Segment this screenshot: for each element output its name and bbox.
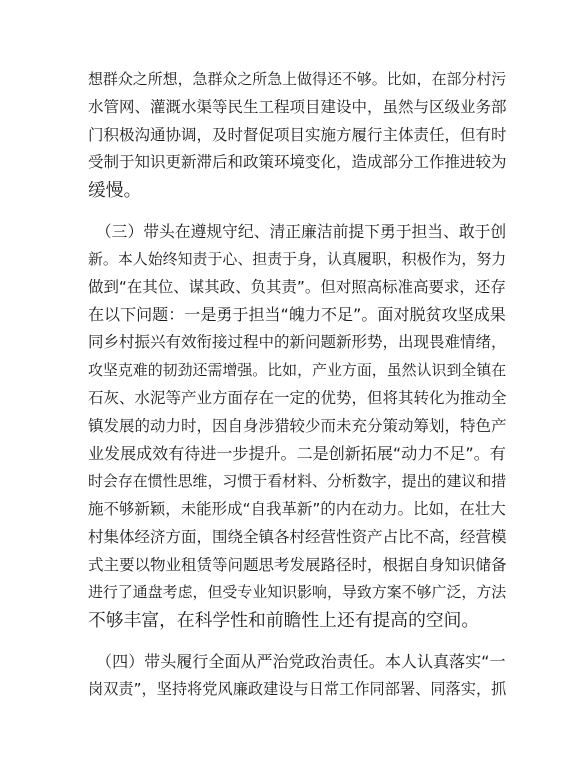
- paragraph-1: [88, 66, 506, 205]
- text-line: 业发展成效有待进一步提升。二是创新拓展“动力不足”。有: [88, 444, 506, 464]
- text-line: 进行了通盘考虑，但受专业知识影响，导致方案不够广泛，方法: [88, 583, 507, 602]
- text-line: 门积极沟通协调，及时督促项目实施方履行主体责任，但有时: [88, 125, 507, 144]
- text-line: 时会存在惯性思维，习惯于看材料、分析数字，提出的建议和措: [88, 472, 507, 491]
- text-line: 式主要以物业租赁等问题思考发展路径时，根据自身知识储备: [88, 555, 507, 574]
- text-line: 施不够新颖，未能形成“自我革新”的内在动力。比如，在壮大: [88, 499, 506, 518]
- text-line: 镇发展的动力时，因自身涉猎较少而未充分策动筹划，特色产: [88, 416, 507, 435]
- text-line: 攻坚克难的韧劲还需增强。比如，产业方面，虽然认识到全镇在: [88, 360, 507, 379]
- text-line: 缓慢。: [88, 180, 142, 202]
- text-line: 岗双责”，坚持将党风廉政建设与日常工作同部署、同落实，抓: [88, 679, 507, 698]
- document-page: [88, 66, 506, 704]
- paragraph-3: [88, 648, 506, 704]
- text-line: 新。本人始终知责于心、担责于身，认真履职，积极作为，努力: [88, 249, 507, 268]
- text-line: 不够丰富，在科学性和前瞻性上还有提高的空间。: [88, 610, 480, 632]
- text-line: 石灰、水泥等产业方面存在一定的优势，但将其转化为推动全: [88, 388, 507, 407]
- text-line: 受制于知识更新滞后和政策环境变化，造成部分工作推进较为: [88, 153, 507, 172]
- paragraph-2: [88, 218, 506, 635]
- text-line: 水管网、灌溉水渠等民生工程项目建设中，虽然与区级业务部: [88, 97, 507, 116]
- paragraph-spacer: [88, 205, 506, 218]
- text-line: （三）带头在遵规守纪、清正廉洁前提下勇于担当、敢于创: [88, 221, 507, 241]
- text-line: 做到“在其位、谋其政、负其责”。但对照高标准高要求，还存: [88, 277, 506, 296]
- text-line: 村集体经济方面，围绕全镇各村经营性资产占比不高，经营模: [88, 527, 507, 546]
- text-line: 想群众之所想，急群众之所急上做得还不够。比如，在部分村污: [88, 70, 507, 88]
- text-line: （四）带头履行全面从严治党政治责任。本人认真落实“一: [88, 651, 506, 671]
- paragraph-spacer: [88, 635, 506, 648]
- text-line: 同乡村振兴有效衔接过程中的新问题新形势，出现畏难情绪，: [88, 333, 507, 352]
- text-line: 在以下问题：一是勇于担当“魄力不足”。面对脱贫攻坚成果: [88, 305, 506, 325]
